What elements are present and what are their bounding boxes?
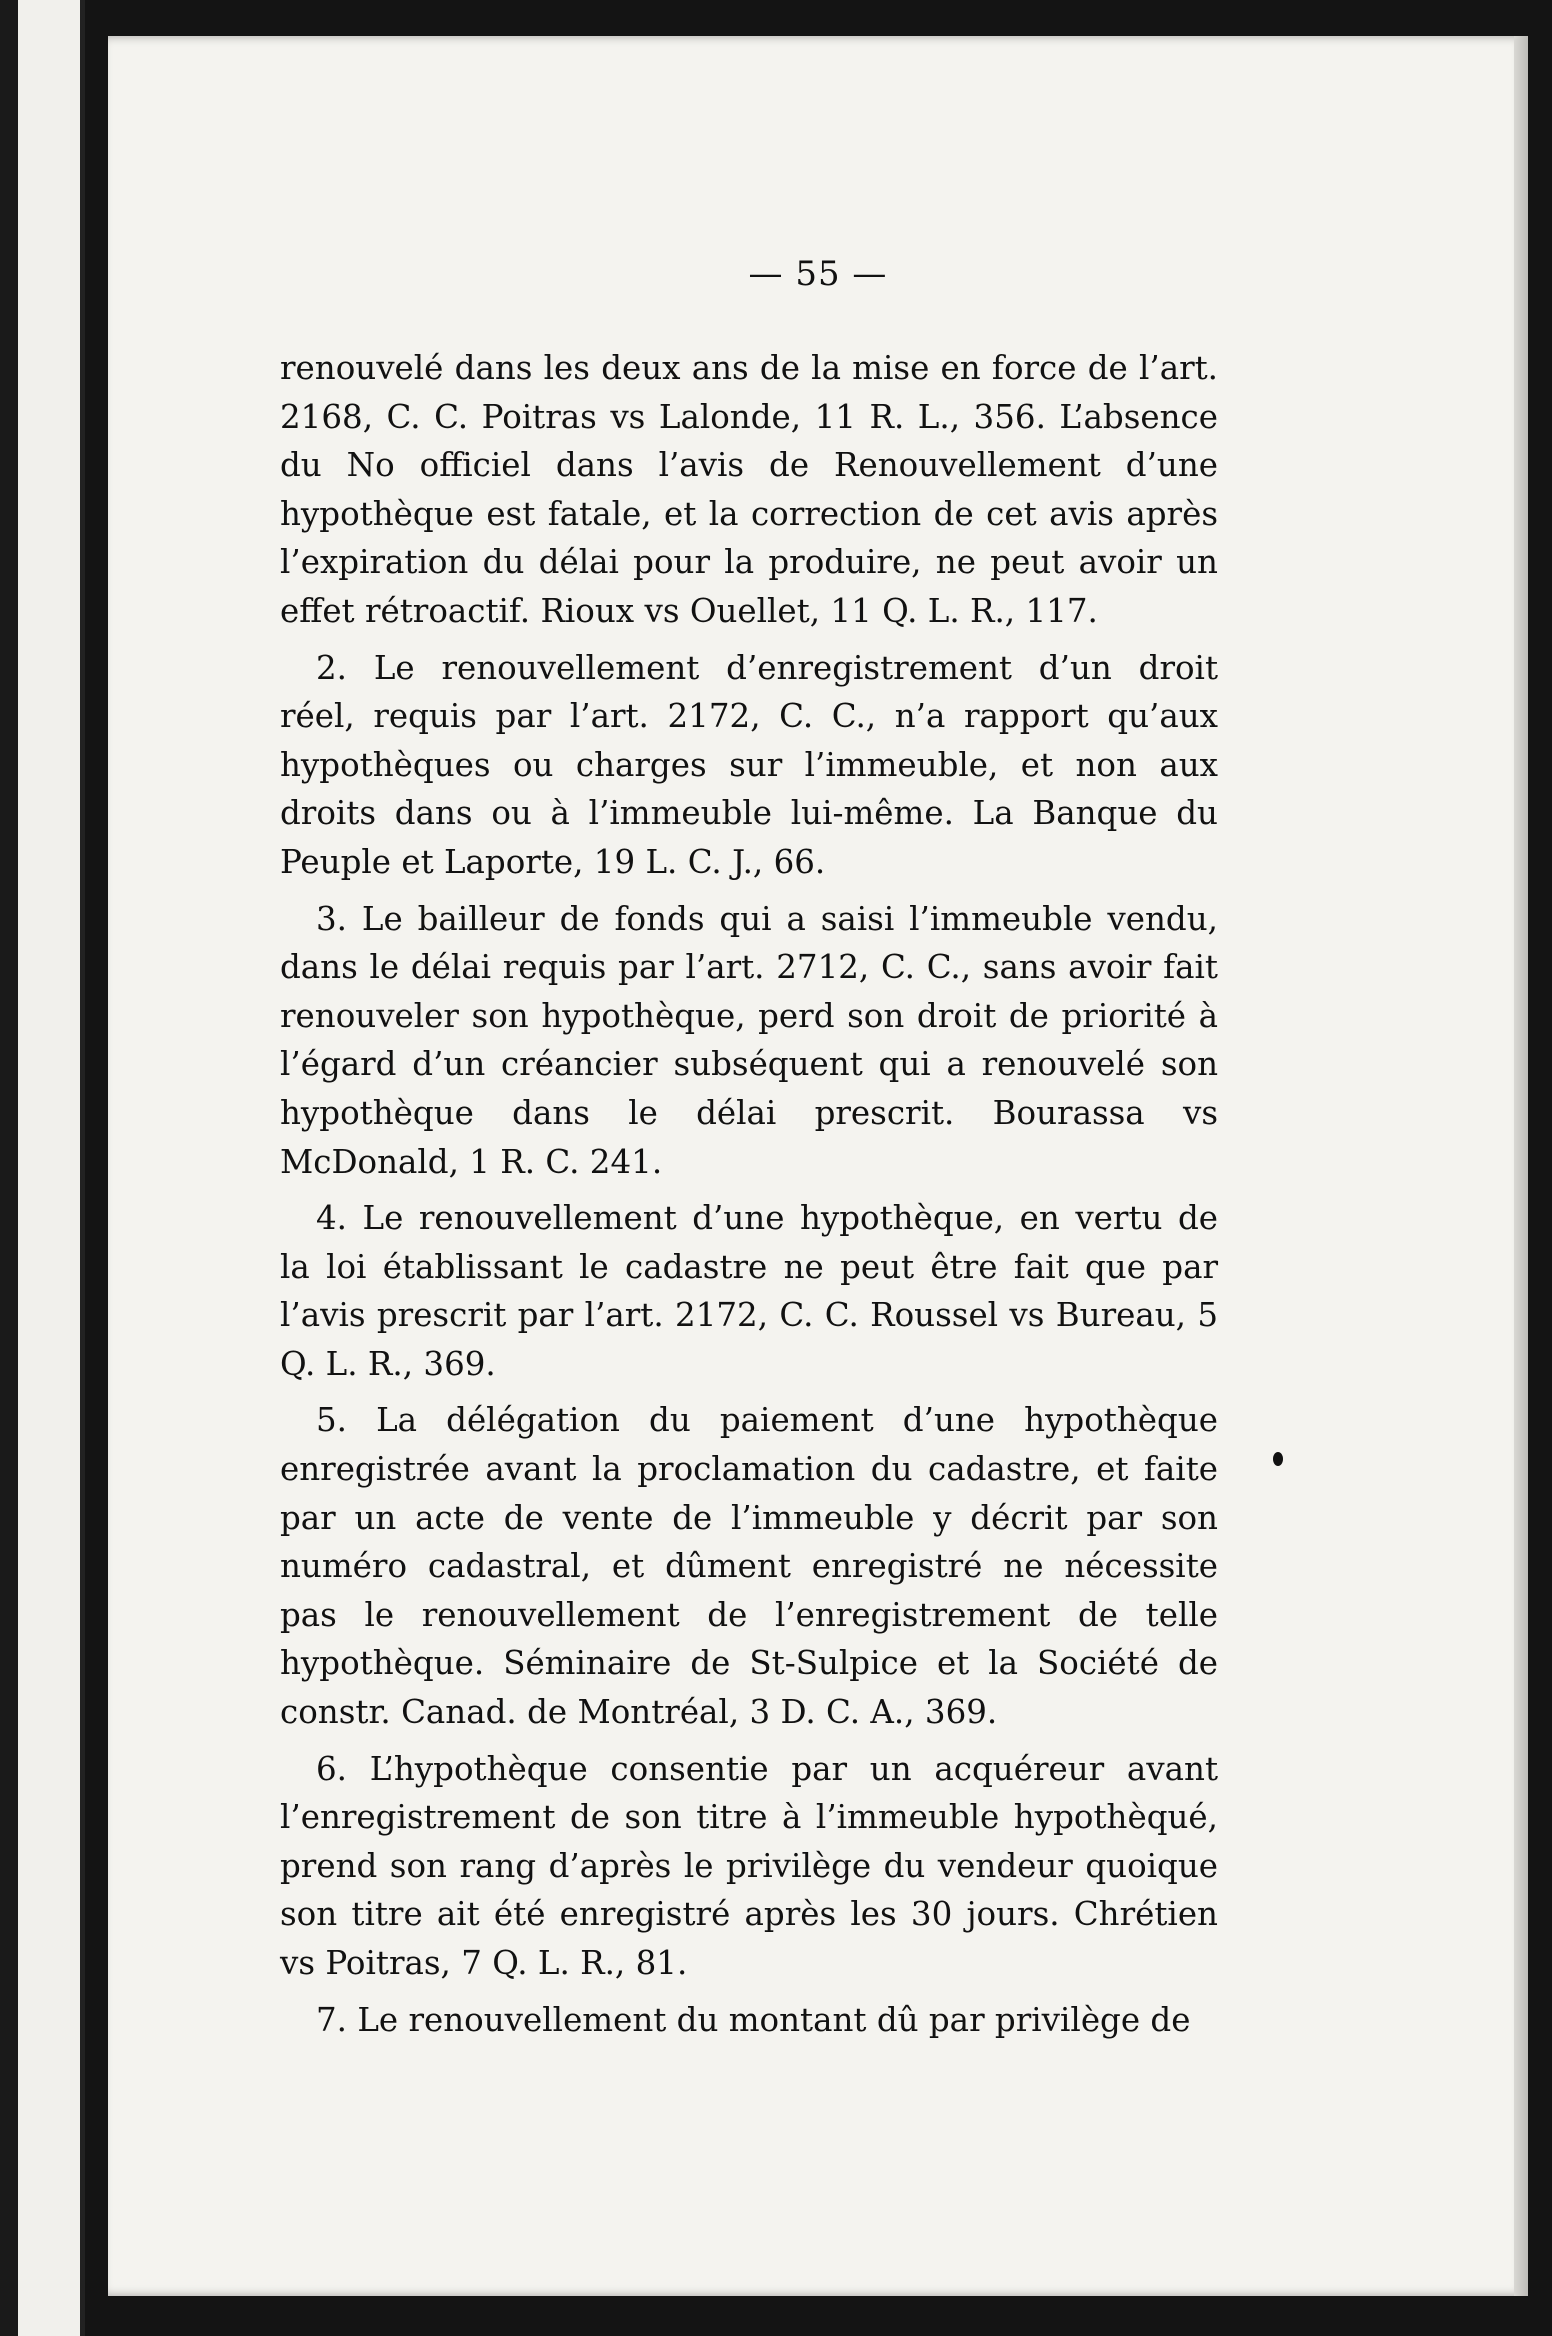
body-text xyxy=(280,344,1218,2044)
ink-spot xyxy=(1273,1452,1283,1466)
page-edge xyxy=(1514,36,1528,2296)
continuation-paragraph: renouvelé dans les deux ans de la mise en force de l’art. 2168, C. C. Poitras vs Lalonde, 11 R. L., 356. L’absence du No officiel dans l’avis de Renouvellement d’une hypothèque est fatale, et la correction de cet avis après l’expiration du délai pour la produire, ne peut avoir un effet rétroactif. Rioux vs Ouellet, 11 Q. L. R., 117. xyxy=(280,349,1218,630)
left-page-edge xyxy=(0,0,85,2336)
paragraph-3: 3. Le bailleur de fonds qui a saisi l’immeuble vendu, dans le délai requis par l’art. 2712, C. C., sans avoir fait renouveler son hypothèque, perd son droit de priorité à l’égard d’un créancier subséquent qui a renouvelé son hypothèque dans le délai prescrit. Bourassa vs McDonald, 1 R. C. 241. xyxy=(280,899,1218,1181)
paragraph-7: 7. Le renouvellement du montant dû par privilège de xyxy=(316,2000,1191,2039)
binding-shadow xyxy=(0,0,18,2336)
paragraph-4: 4. Le renouvellement d’une hypothèque, en vertu de la loi établissant le cadastre ne peut être fait que par l’avis prescrit par l’art. 2172, C. C. Roussel vs Bureau, 5 Q. L. R., 369. xyxy=(280,1199,1218,1383)
paragraph-6: 6. L’hypothèque consentie par un acquéreur avant l’enregistrement de son titre à l’immeuble hypothèqué, prend son rang d’après le privilège du vendeur quoique son titre ait été enregistré après les 30 jours. Chrétien vs Poitras, 7 Q. L. R., 81. xyxy=(280,1749,1218,1982)
paragraph-2: 2. Le renouvellement d’enregistrement d’un droit réel, requis par l’art. 2172, C. C., n’a rapport qu’aux hypothèques ou charges sur l’immeuble, et non aux droits dans ou à l’immeuble lui-même. La Banque du Peuple et Laporte, 19 L. C. J., 66. xyxy=(280,648,1218,881)
page-number-header: — 55 — xyxy=(748,254,888,294)
book-page xyxy=(108,36,1528,2296)
paragraph-5: 5. La délégation du paiement d’une hypothèque enregistrée avant la proclamation du cadastre, et faite par un acte de vente de l’immeuble y décrit par son numéro cadastral, et dûment enregistré ne nécessite pas le renouvellement de l’enregistrement de telle hypothèque. Séminaire de St-Sulpice et la Société de constr. Canad. de Montréal, 3 D. C. A., 369. xyxy=(280,1401,1218,1732)
